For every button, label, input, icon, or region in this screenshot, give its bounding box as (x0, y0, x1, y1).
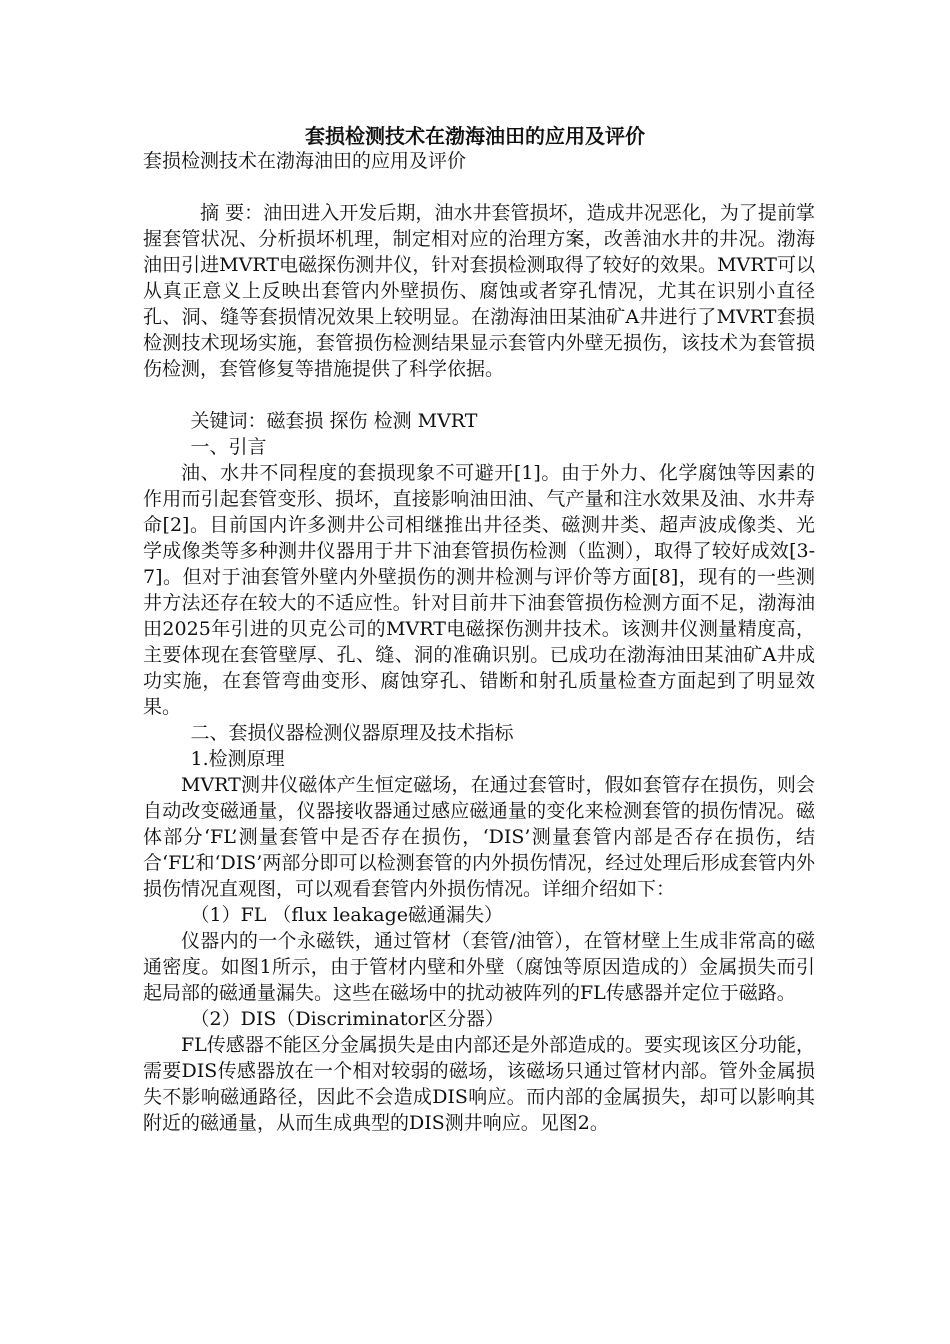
subsection-heading-detection-principle: 1.检测原理 (190, 748, 285, 770)
fl-paragraph: 仪器内的一个永磁铁，通过管材（套管/油管），在管材壁上生成非常高的磁通密度。如图1所示，由于管材内壁和外壁（腐蚀等原因造成的）金属损失而引起局部的磁通量漏失。这些在磁场中的扰动被阵列的FL传感器并定位于磁路。 (143, 930, 815, 1004)
dis-paragraph: FL传感器不能区分金属损失是由内部还是外部造成的。要实现该区分功能，需要DIS传感器放在一个相对较弱的磁场，该磁场只通过管材内部。管外金属损失不影响磁通路径，因此不会造成DIS响应。而内部的金属损失，却可以影响其附近的磁通量，从而生成典型的DIS测井响应。见图2。 (143, 1034, 815, 1134)
document-title: 套损检测技术在渤海油田的应用及评价 (305, 124, 645, 148)
document-body (143, 200, 815, 1136)
document-subtitle: 套损检测技术在渤海油田的应用及评价 (143, 150, 467, 172)
principle-paragraph: MVRT测井仪磁体产生恒定磁场，在通过套管时，假如套管存在损伤，则会自动改变磁通量，仪器接收器通过感应磁通量的变化来检测套管的损伤情况。磁体部分‘FL’测量套管中是否存在损伤，‘DIS’测量套管内部是否存在损伤，结合‘FL’和‘DIS’两部分即可以检测套管的内外损伤情况，经过处理后形成套管内外损伤情况直观图，可以观看套管内外损伤情况。详细介绍如下： (143, 774, 815, 900)
fl-heading: （1）FL （flux leakage磁通漏失） (190, 904, 503, 926)
keywords-line: 关键词：磁套损 探伤 检测 MVRT (190, 410, 478, 432)
section-heading-principles: 二、套损仪器检测仪器原理及技术指标 (190, 722, 514, 744)
section-heading-introduction: 一、引言 (190, 436, 267, 458)
paragraph-spacer (143, 382, 815, 408)
abstract-paragraph: 摘 要：油田进入开发后期，油水井套管损坏，造成井况恶化，为了提前掌握套管状况、分析损坏机理，制定相对应的治理方案，改善油水井的井况。渤海油田引进MVRT电磁探伤测井仪，针对套损检测取得了较好的效果。MVRT可以从真正意义上反映出套管内外壁损伤、腐蚀或者穿孔情况，尤其在识别小直径孔、洞、缝等套损情况效果上较明显。在渤海油田某油矿A井进行了MVRT套损检测技术现场实施，套管损伤检测结果显示套管内外壁无损伤，该技术为套管损伤检测，套管修复等措施提供了科学依据。 (143, 202, 815, 380)
introduction-paragraph: 油、水井不同程度的套损现象不可避开[1]。由于外力、化学腐蚀等因素的作用而引起套管变形、损坏，直接影响油田油、气产量和注水效果及油、水井寿命[2]。目前国内许多测井公司相继推出井径类、磁测井类、超声波成像类、光学成像类等多种测井仪器用于井下油套管损伤检测（监测），取得了较好成效[3-7]。但对于油套管外壁内外壁损伤的测井检测与评价等方面[8]，现有的一些测井方法还存在较大的不适应性。针对目前井下油套管损伤检测方面不足，渤海油田2025年引进的贝克公司的MVRT电磁探伤测井技术。该测井仪测量精度高，主要体现在套管壁厚、孔、缝、洞的准确识别。已成功在渤海油田某油矿A井成功实施，在套管弯曲变形、腐蚀穿孔、错断和射孔质量检查方面起到了明显效果。 (143, 462, 815, 718)
dis-heading: （2）DIS（Discriminator区分器） (190, 1008, 505, 1030)
